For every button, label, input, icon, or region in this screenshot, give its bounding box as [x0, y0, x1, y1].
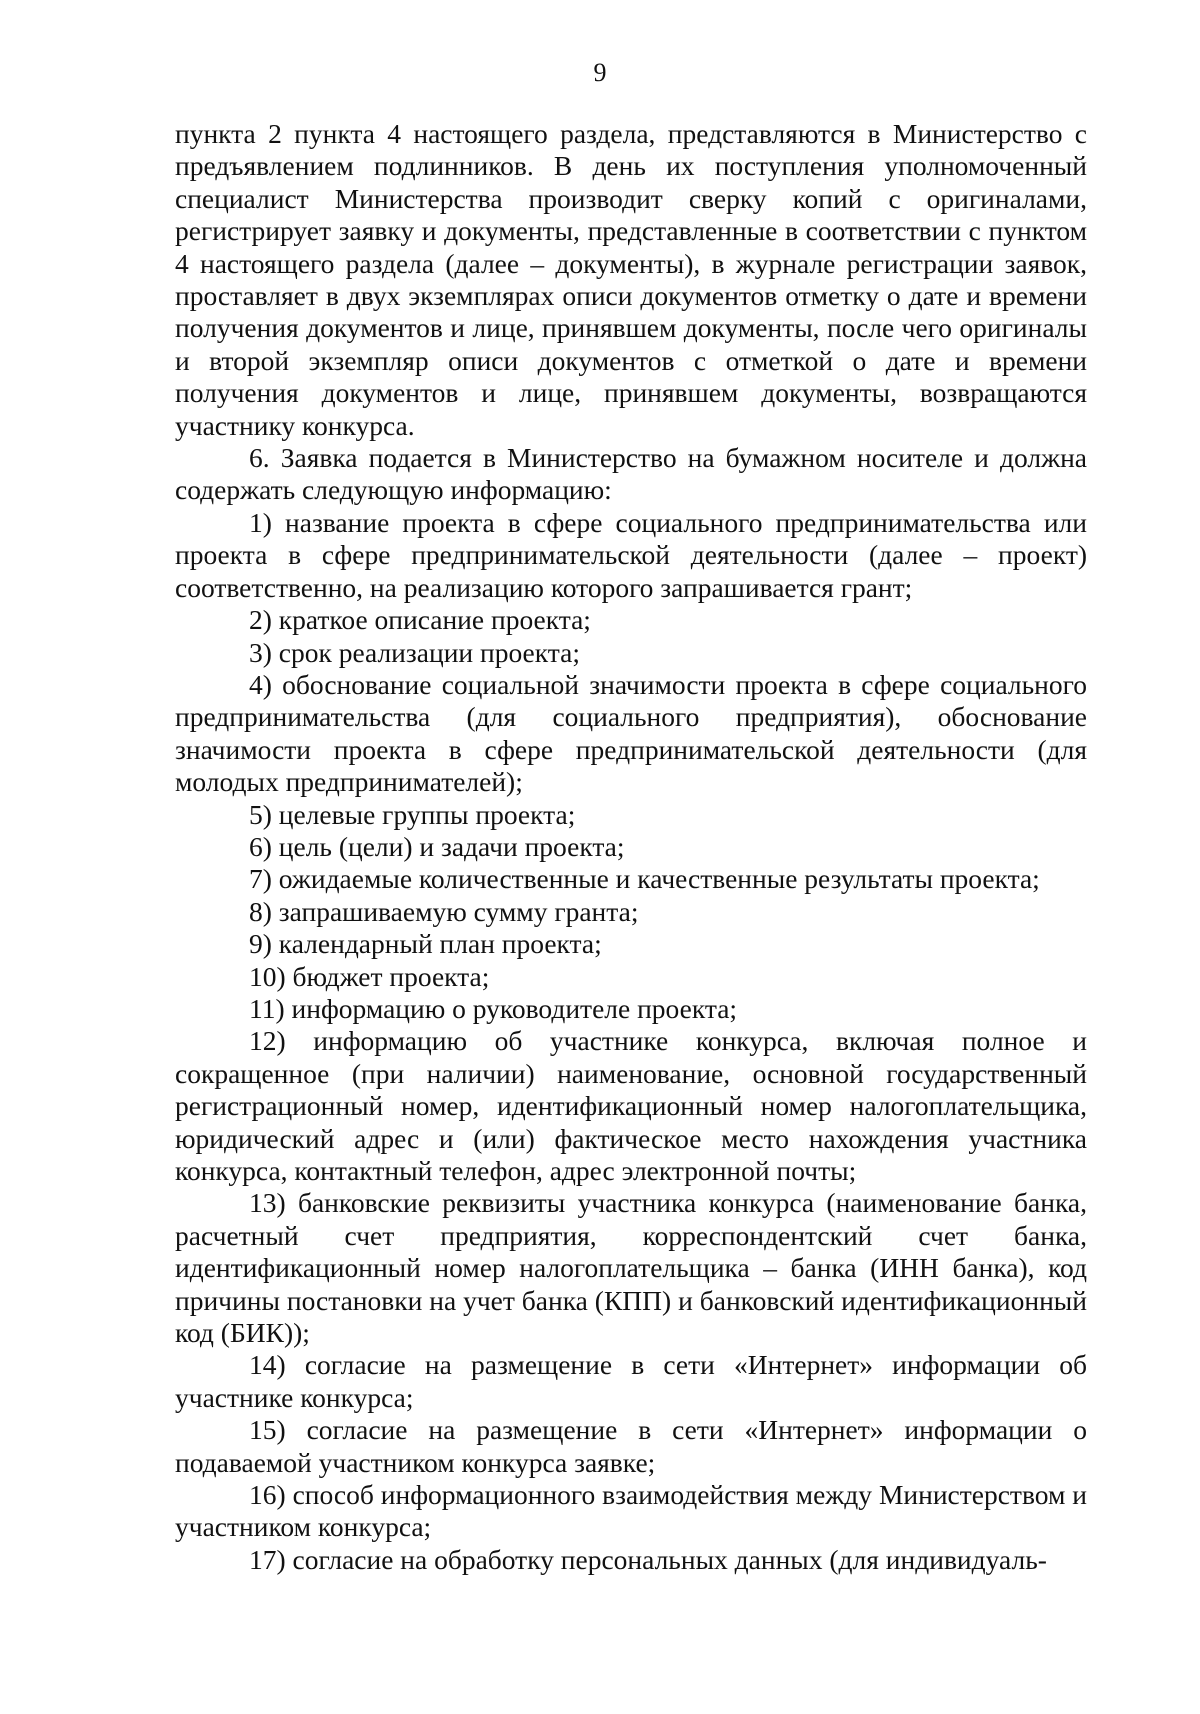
list-item-11: 11) информацию о руководителе проекта; [249, 992, 738, 1024]
list-item-9: 9) календарный план проекта; [249, 928, 602, 960]
list-item-3: 3) срок реализации проекта; [249, 636, 580, 668]
list-item-13: 13) банковские реквизиты участника конкурса (наименование банка, расчетный счет предприятия, корреспондентский счет банка, идентификационный номер налогоплательщика – банка (ИНН банка), код причины постановки на учет банка (КПП) и банковский идентификационный код (БИК)); [175, 1187, 1087, 1349]
list-item-4: 4) обоснование социальной значимости проекта в сфере социального предпринимательства (для социального предприятия), обоснование значимости проекта в сфере предпринимательской деятельности (для молодых предпринимателей); [175, 668, 1087, 798]
list-item-17: 17) согласие на обработку персональных данных (для индивидуаль- [249, 1543, 1047, 1575]
list-item-6: 6) цель (цели) и задачи проекта; [249, 830, 625, 862]
list-item-1: 1) название проекта в сфере социального предпринимательства или проекта в сфере предпринимательской деятельности (далее – проект) соответственно, на реализацию которого запрашивается грант; [175, 506, 1087, 603]
list-item-16: 16) способ информационного взаимодействия между Министерством и участником конкурса; [175, 1479, 1087, 1543]
paragraph-clause-6: 6. Заявка подается в Министерство на бумажном носителе и должна содержать следующую информацию: [175, 442, 1087, 506]
list-item-14: 14) согласие на размещение в сети «Интернет» информации об участнике конкурса; [175, 1349, 1087, 1413]
list-item-5: 5) целевые группы проекта; [249, 798, 576, 830]
list-item-8: 8) запрашиваемую сумму гранта; [249, 895, 639, 927]
list-item-10: 10) бюджет проекта; [249, 960, 490, 992]
page-number: 9 [593, 58, 607, 87]
list-item-7: 7) ожидаемые количественные и качественные результаты проекта; [249, 863, 1040, 895]
list-item-12: 12) информацию об участнике конкурса, включая полное и сокращенное (при наличии) наименование, основной государственный регистрационный номер, идентификационный номер налогоплательщика, юридический адрес и (или) фактическое место нахождения участника конкурса, контактный телефон, адрес электронной почты; [175, 1025, 1087, 1186]
document-body [175, 118, 1087, 1576]
paragraph-continuation: пункта 2 пункта 4 настоящего раздела, представляются в Министерство с предъявлением подлинников. В день их поступления уполномоченный специалист Министерства производит сверку копий с оригиналами, регистрирует заявку и документы, представленные в соответствии с пунктом 4 настоящего раздела (далее – документы), в журнале регистрации заявок, проставляет в двух экземплярах описи документов отметку о дате и времени получения документов и лице, принявшем документы, после чего оригиналы и второй экземпляр описи документов с отметкой о дате и времени получения документов и лице, принявшем документы, возвращаются участнику конкурса. [175, 118, 1087, 441]
list-item-2: 2) краткое описание проекта; [249, 604, 591, 636]
list-item-15: 15) согласие на размещение в сети «Интернет» информации о подаваемой участником конкурса заявке; [175, 1414, 1087, 1478]
